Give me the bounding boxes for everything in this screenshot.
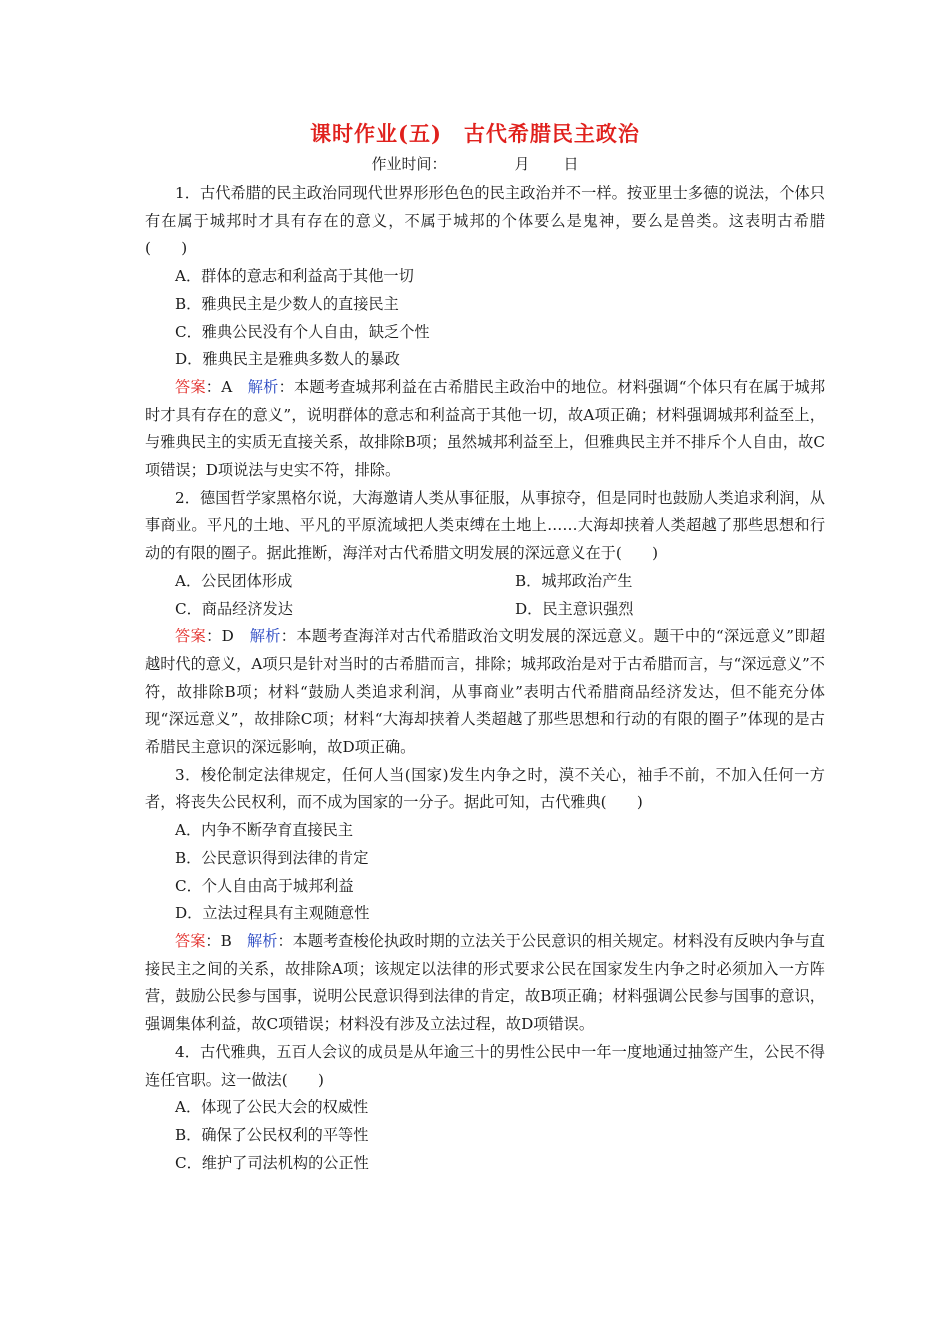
question-4	[145, 1039, 825, 1178]
answer-explanation	[145, 928, 825, 1039]
option-c: C．雅典公民没有个人自由，缺乏个性	[175, 322, 430, 341]
answer-label: 答案	[175, 627, 207, 646]
page-title: 课时作业(五) 古代希腊民主政治	[310, 121, 640, 146]
assignment-date-line	[0, 153, 950, 174]
answer-explanation	[145, 623, 825, 762]
time-label: 作业时间：	[371, 155, 447, 173]
option-c: C．个人自由高于城邦利益	[175, 876, 354, 895]
day-label: 日	[563, 155, 579, 173]
question-2	[145, 485, 825, 762]
answer-label: 答案	[175, 377, 206, 396]
option-row	[145, 568, 825, 596]
option-a: A．内争不断孕育直接民主	[175, 821, 354, 840]
option-c: C．商品经济发达	[175, 599, 293, 618]
answer-value: ：A	[205, 377, 248, 396]
question-stem: 1．古代希腊的民主政治同现代世界形形色色的民主政治并不一样。按亚里士多德的说法，个体只有在属于城邦时才具有存在的意义，不属于城邦的个体要么是鬼神，要么是兽类。这表明古希腊( )	[145, 184, 825, 258]
explanation-label: 解析	[247, 377, 279, 396]
question-1	[145, 180, 825, 485]
option-a: A．群体的意志和利益高于其他一切	[175, 267, 414, 286]
explanation-text: ：本题考查梭伦执政时期的立法关于公民意识的相关规定。材料没有反映内争与直接民主之间的关系，故排除A项；该规定以法律的形式要求公民在国家发生内争之时必须加入一方阵营，鼓励公民参与国事，说明公民意识得到法律的肯定，故B项正确；材料强调公民参与国事的意识，强调集体利益，故C项错误；材料没有涉及立法过程，故D项错误。	[145, 931, 825, 1034]
option-b: B．雅典民主是少数人的直接民主	[175, 294, 399, 313]
explanation-text: ：本题考查海洋对古代希腊政治文明发展的深远意义。题干中的“深远意义”即超越时代的意义，A项只是针对当时的古希腊而言，排除；城邦政治是对于古希腊而言，与“深远意义”不符，故排除B项；材料“鼓励人类追求利润，从事商业”表明古代希腊商品经济发达，但不能充分体现“深远意义”，故排除C项；材料“大海却挟着人类超越了那些思想和行动的有限的圈子”体现的是古希腊民主意识的深远影响，故D项正确。	[145, 627, 826, 757]
explanation-label: 解析	[247, 931, 278, 950]
option-b: B．城邦政治产生	[515, 571, 633, 590]
question-3	[145, 762, 825, 1039]
answer-explanation	[145, 374, 825, 485]
option-b: B．公民意识得到法律的肯定	[175, 848, 369, 867]
answer-value: ：B	[205, 931, 248, 950]
option-a: A．公民团体形成	[175, 571, 293, 590]
question-stem: 3．梭伦制定法律规定，任何人当(国家)发生内争之时，漠不关心，袖手不前，不加入任何一方者，将丧失公民权利，而不成为国家的一分子。据此可知，古代雅典( )	[145, 765, 825, 812]
option-c: C．维护了司法机构的公正性	[175, 1153, 369, 1172]
question-stem: 4．古代雅典，五百人会议的成员是从年逾三十的男性公民中一年一度地通过抽签产生，公民不得连任官职。这一做法( )	[145, 1042, 825, 1089]
answer-label: 答案	[175, 931, 206, 950]
month-label: 月	[514, 155, 530, 173]
option-a: A．体现了公民大会的权威性	[175, 1098, 369, 1117]
explanation-label: 解析	[249, 627, 281, 646]
explanation-text: ：本题考查城邦利益在古希腊民主政治中的地位。材料强调“个体只有在属于城邦时才具有存在的意义”，说明群体的意志和利益高于其他一切，故A项正确；材料强调城邦利益至上，与雅典民主的实质无直接关系，故排除B项；虽然城邦利益至上，但雅典民主并不排斥个人自由，故C项错误；D项说法与史实不符，排除。	[145, 377, 826, 480]
option-d: D．民主意识强烈	[515, 599, 634, 618]
option-b: B．确保了公民权利的平等性	[175, 1125, 369, 1144]
question-list	[145, 180, 825, 1177]
option-d: D．雅典民主是雅典多数人的暴政	[175, 350, 400, 369]
option-row	[145, 596, 825, 624]
question-stem: 2．德国哲学家黑格尔说，大海邀请人类从事征服，从事掠夺，但是同时也鼓励人类追求利润，从事商业。平凡的土地、平凡的平原流域把人类束缚在土地上……大海却挟着人类超越了那些思想和行动的有限的圈子。据此推断，海洋对古代希腊文明发展的深远意义在于( )	[145, 488, 825, 563]
answer-value: ：D	[206, 627, 250, 646]
option-d: D．立法过程具有主观随意性	[175, 904, 370, 923]
